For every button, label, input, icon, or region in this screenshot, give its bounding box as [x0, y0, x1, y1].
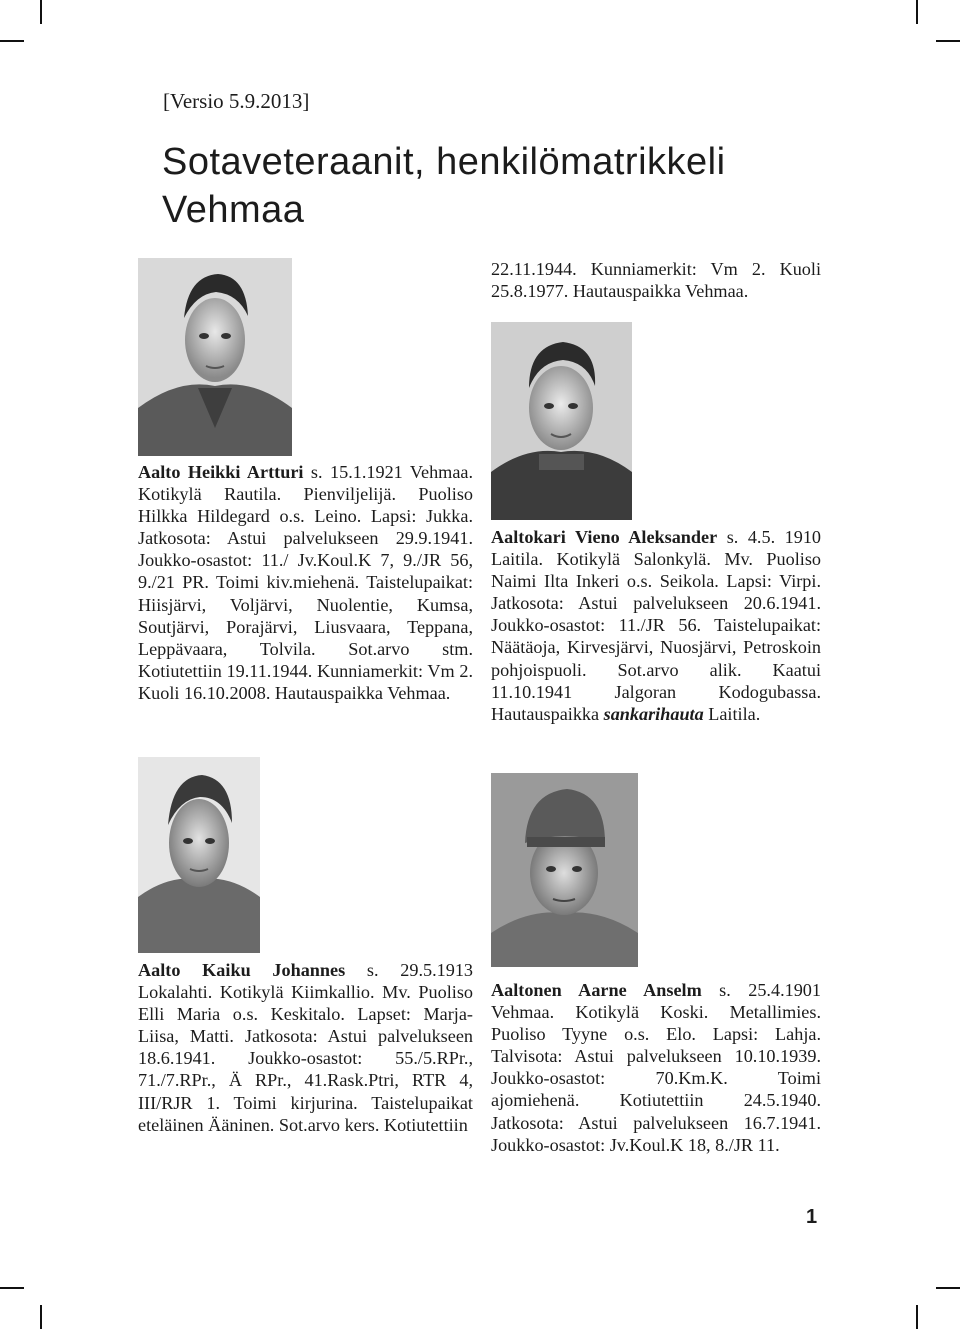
- crop-mark: [0, 40, 24, 42]
- portrait-photo: [491, 773, 638, 967]
- entry-aalto-heikki: [138, 461, 473, 704]
- page-title: [162, 138, 802, 234]
- entry-name: Aaltonen Aarne Anselm: [491, 980, 702, 1000]
- crop-mark: [40, 0, 42, 24]
- entry-aalto-kaiku: [138, 959, 473, 1136]
- entry-name: Aalto Heikki Artturi: [138, 462, 304, 482]
- entry-name: Aalto Kaiku Johannes: [138, 960, 346, 980]
- entry-text: s. 25.4.1901 Vehmaa. Kotikylä Koski. Metallimies. Puoliso Tyyne o.s. Elo. Lapsi: Lahja. Talvisota: Astui palvelukseen 10.10.1939. Joukko-osastot: 70.Km.K. Toimi ajomiehenä. Kotiutettiin 24.5.1940. Jatkosota: Astui palvelukseen 16.7.1941. Joukko-osastot: Jv.Koul.K 18, 8./JR 11.: [491, 980, 821, 1155]
- crop-mark: [936, 40, 960, 42]
- entry-text: 22.11.1944. Kunniamerkit: Vm 2. Kuoli 25.8.1977. Hautauspaikka Vehmaa.: [491, 259, 821, 302]
- portrait-photo: [138, 757, 260, 953]
- entry-text: s. 15.1.1921 Vehmaa. Kotikylä Rautila. Pienviljelijä. Puoliso Hilkka Hildegard o.s. Leino. Lapsi: Jukka. Jatkosota: Astui palvelukseen 29.9.1941. Joukko-osastot: 11./ Jv.Koul.K 7, 9./JR 56, 9./21 PR. Toimi kiv.miehenä. Taistelupaikat: Hiisjärvi, Voljärvi, Nuolentie, Kumsa, Soutjärvi, Porajärvi, Liusvaara, Teppana, Leppävaara, Tolvila. Sot.arvo stm. Kotiutettiin 19.11.1944. Kunniamerkit: Vm 2. Kuoli 16.10.2008. Hautauspaikka Vehmaa.: [138, 462, 474, 703]
- entry-continuation: [491, 258, 821, 302]
- portrait-photo: [491, 322, 632, 520]
- title-line: Vehmaa: [162, 189, 305, 231]
- title-line: Sotaveteraanit, henkilömatrikkeli: [162, 141, 726, 183]
- entry-aaltokari-vieno: [491, 526, 821, 725]
- entry-text: s. 29.5.1913 Lokalahti. Kotikylä Kiimkallio. Mv. Puoliso Elli Maria o.s. Keskitalo. Lapset: Marja-Liisa, Matti. Jatkosota: Astui palvelukseen 18.6.1941. Joukko-osastot: 55./5.RPr., 71./7.RPr., Ä RPr., 41.Rask.Ptri, RTR 4, III/RJR 1. Toimi kirjurina. Taistelupaikat eteläinen Ääninen. Sot.arvo kers. Kotiutettiin: [138, 960, 474, 1135]
- crop-mark: [916, 1305, 918, 1329]
- crop-mark: [40, 1305, 42, 1329]
- portrait-photo: [138, 258, 292, 456]
- page-number: 1: [806, 1206, 818, 1228]
- entry-text-tail: Laitila.: [703, 703, 761, 724]
- crop-mark: [936, 1287, 960, 1289]
- crop-mark: [916, 0, 918, 24]
- version-label: [Versio 5.9.2013]: [163, 89, 310, 113]
- entry-name: Aaltokari Vieno Aleksander: [491, 527, 718, 547]
- crop-mark: [0, 1287, 24, 1289]
- entry-emphasis: sankarihauta: [603, 703, 704, 724]
- entry-text: s. 4.5. 1910 Laitila. Kotikylä Salonkylä. Mv. Puoliso Naimi Ilta Inkeri o.s. Seikola. Lapsi: Virpi. Jatkosota: Astui palvelukseen 20.6.1941. Joukko-osastot: 11./JR 56. Taistelupaikat: Näätäoja, Kirvesjärvi, Nuosjärvi, Petroskoin pohjoispuoli. Sot.arvo alik. Kaatui 11.10.1941 Jalgoran Kodogubassa. Hautauspaikka: [491, 527, 822, 724]
- entry-aaltonen-aarne: [491, 979, 821, 1156]
